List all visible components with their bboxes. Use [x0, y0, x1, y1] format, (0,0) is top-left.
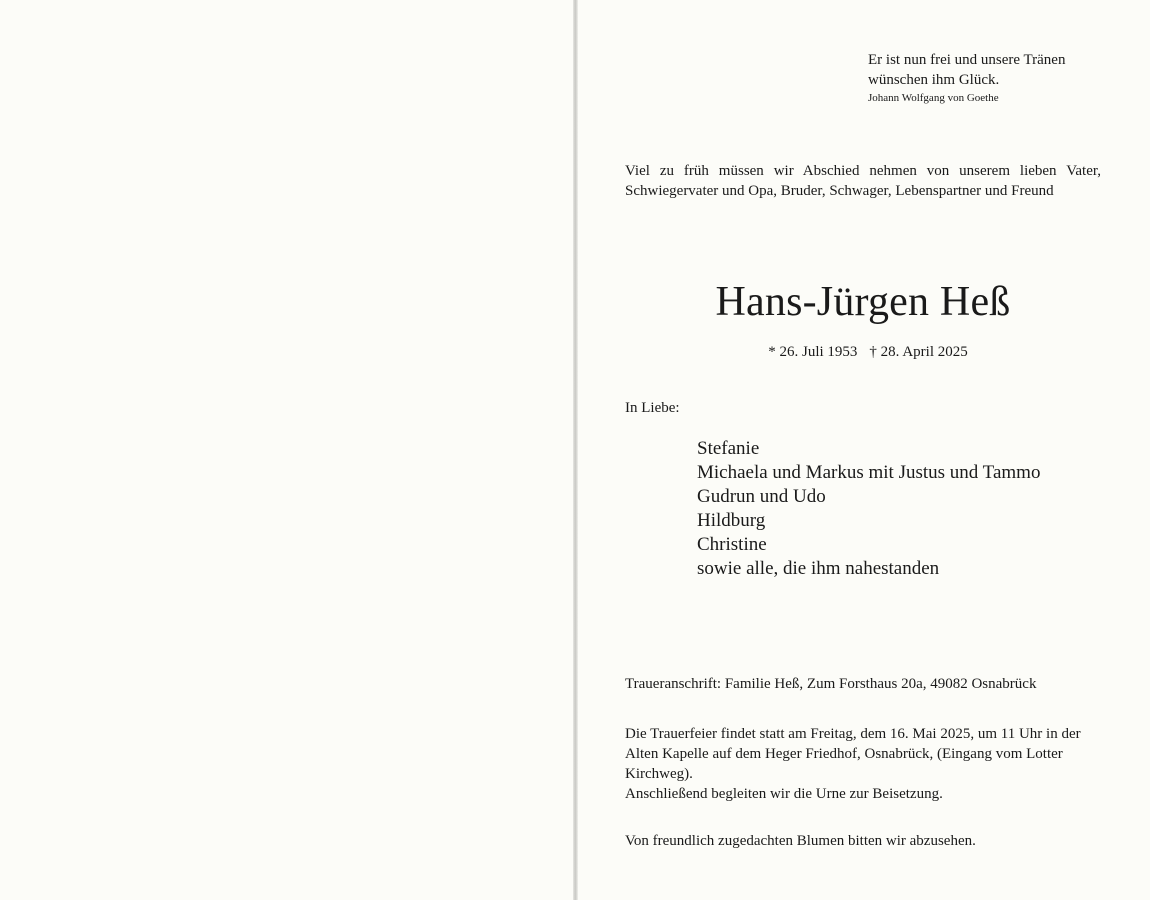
mourner-name: Christine	[697, 534, 767, 555]
mourning-address: Traueranschrift: Familie Heß, Zum Forsthaus 20a, 49082 Osnabrück	[625, 676, 1037, 692]
goethe-quote	[868, 50, 1128, 106]
quote-author: Johann Wolfgang von Goethe	[868, 92, 999, 104]
funeral-service-info	[625, 724, 1105, 804]
service-details: Die Trauerfeier findet statt am Freitag, dem 16. Mai 2025, um 11 Uhr in der Alten Kapelle auf dem Heger Friedhof, Osnabrück, (Eingang vom Lotter Kirchweg).	[625, 726, 1081, 782]
death-date: † 28. April 2025	[869, 344, 968, 360]
birth-date: * 26. Juli 1953	[768, 344, 858, 360]
mourner-name: Hildburg	[697, 510, 766, 531]
mourner-name: sowie alle, die ihm nahestanden	[697, 558, 940, 579]
deceased-name: Hans-Jürgen Heß	[715, 279, 1011, 325]
mourner-name: Gudrun und Udo	[697, 486, 826, 507]
life-dates	[625, 342, 1101, 362]
intro-text: Viel zu früh müssen wir Abschied nehmen von unserem lieben Vater, Schwiegervater und Opa, Bruder, Schwager, Lebenspartner und Freund	[625, 163, 1101, 199]
quote-text: Er ist nun frei und unsere Tränen wünschen ihm Glück.	[868, 52, 1066, 88]
urn-burial-note: Anschließend begleiten wir die Urne zur Beisetzung.	[625, 786, 943, 802]
mourner-name: Stefanie	[697, 438, 760, 459]
mourners-list	[697, 437, 1040, 581]
mourner-name: Michaela und Markus mit Justus und Tammo	[697, 462, 1041, 483]
left-page-blank	[0, 0, 573, 900]
no-flowers-note: Von freundlich zugedachten Blumen bitten wir abzusehen.	[625, 833, 976, 849]
in-love-label: In Liebe:	[625, 400, 680, 416]
